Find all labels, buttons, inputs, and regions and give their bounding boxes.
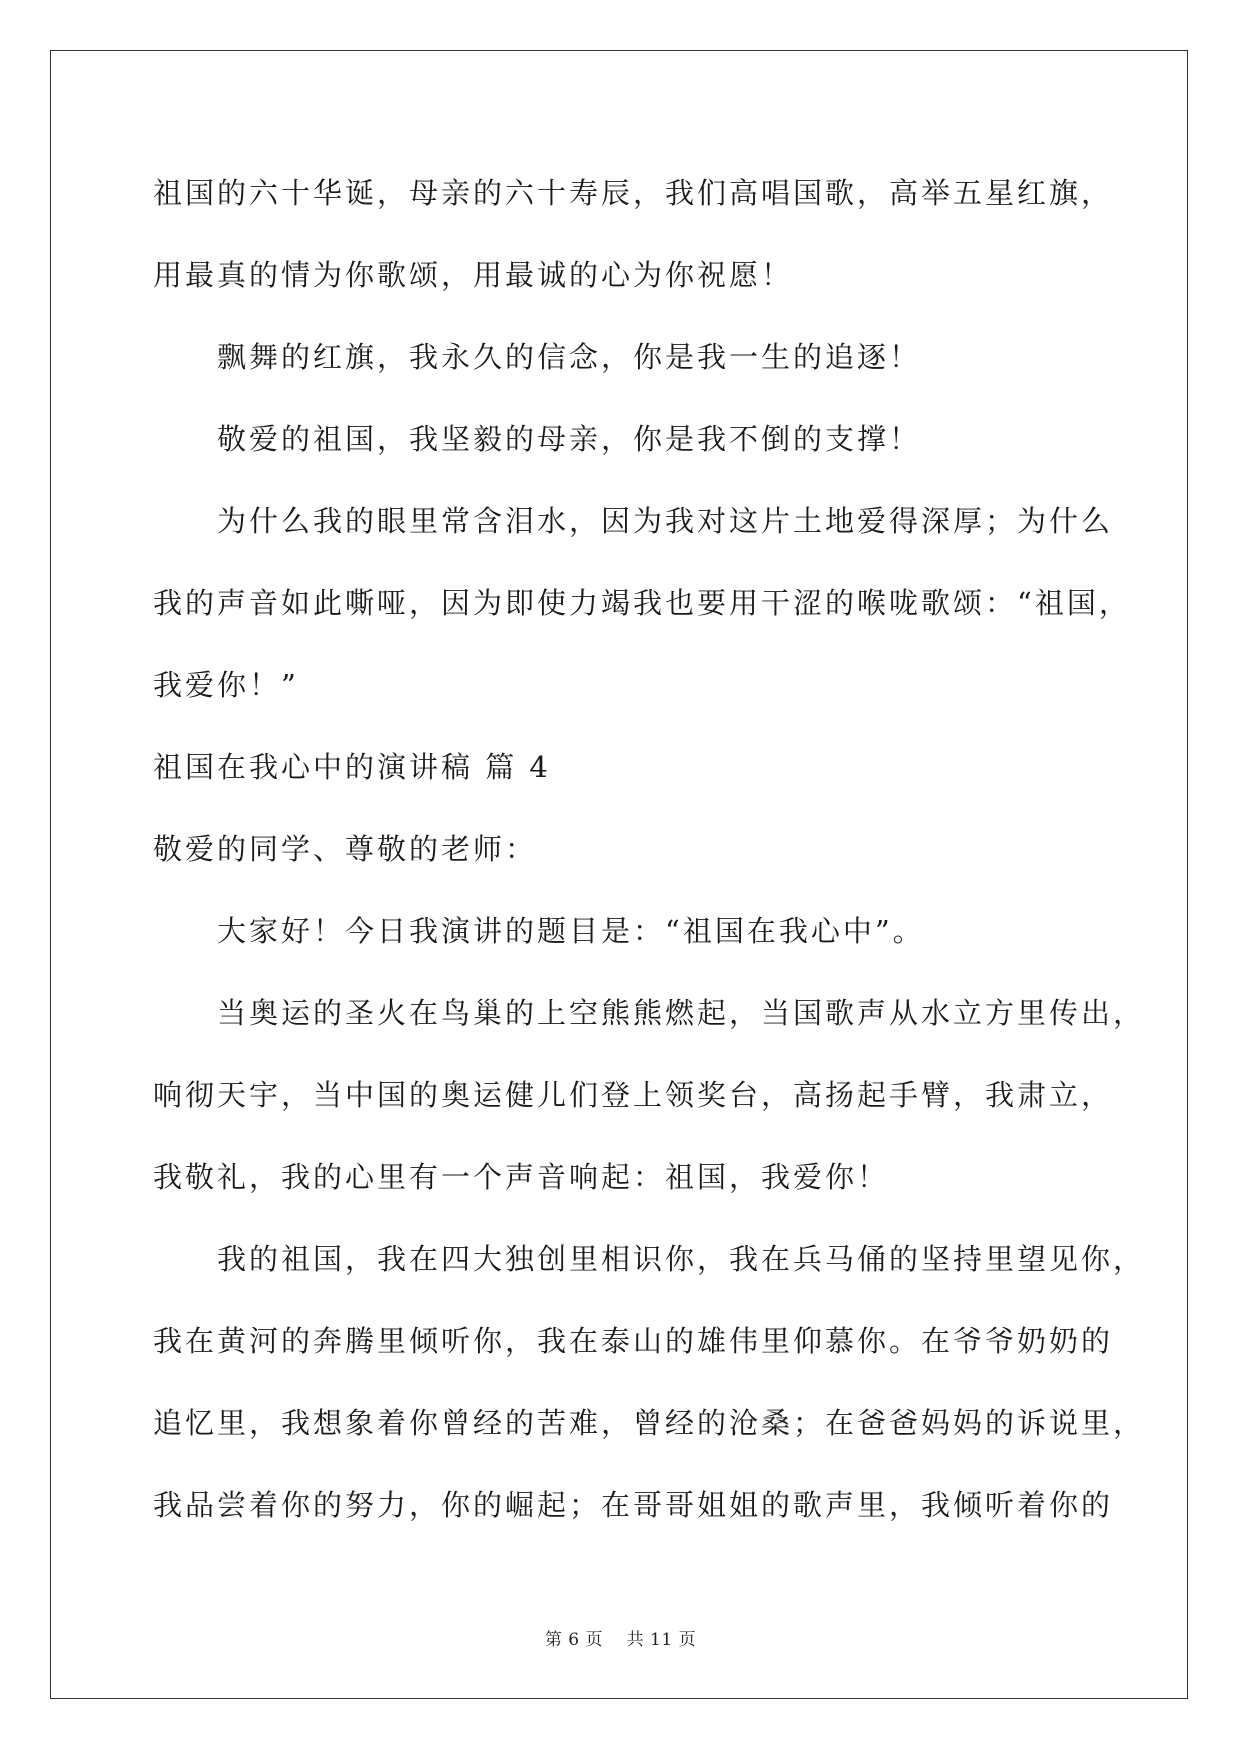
text-line: 我敬礼，我的心里有一个声音响起：祖国，我爱你！ (153, 1160, 890, 1194)
text-line: 我品尝着你的努力，你的崛起；在哥哥姐姐的歌声里，我倾听着你的 (153, 1488, 1114, 1522)
text-line: 我爱你！” (153, 668, 299, 702)
text-line: 敬爱的祖国，我坚毅的母亲，你是我不倒的支撑！ (217, 422, 922, 456)
text-line: 大家好！今日我演讲的题目是：“祖国在我心中”。 (217, 914, 925, 948)
text-line: 我的声音如此嘶哑，因为即使力竭我也要用干涩的喉咙歌颂：“祖国， (153, 586, 1131, 620)
text-line: 我在黄河的奔腾里倾听你，我在泰山的雄伟里仰慕你。在爷爷奶奶的 (153, 1324, 1114, 1358)
text-line: 用最真的情为你歌颂，用最诚的心为你祝愿！ (153, 258, 794, 292)
section-heading: 祖国在我心中的演讲稿 篇 4 (153, 750, 551, 784)
text-line: 我的祖国，我在四大独创里相识你，我在兵马俑的坚持里望见你， (217, 1242, 1146, 1276)
text-line: 响彻天宇，当中国的奥运健儿们登上领奖台，高扬起手臂，我肃立， (153, 1078, 1114, 1112)
text-line: 祖国的六十华诞，母亲的六十寿辰，我们高唱国歌，高举五星红旗， (153, 176, 1114, 210)
text-line: 飘舞的红旗，我永久的信念，你是我一生的追逐！ (217, 340, 922, 374)
salutation: 敬爱的同学、尊敬的老师： (153, 832, 538, 866)
text-line: 为什么我的眼里常含泪水，因为我对这片土地爱得深厚；为什么 (217, 504, 1114, 538)
text-line: 追忆里，我想象着你曾经的苦难，曾经的沧桑；在爸爸妈妈的诉说里， (153, 1406, 1146, 1440)
text-line: 当奥运的圣火在鸟巢的上空熊熊燃起，当国歌声从水立方里传出， (217, 996, 1146, 1030)
document-body (153, 168, 1146, 1562)
page-number-footer: 第 6 页 共 11 页 (544, 1630, 697, 1650)
